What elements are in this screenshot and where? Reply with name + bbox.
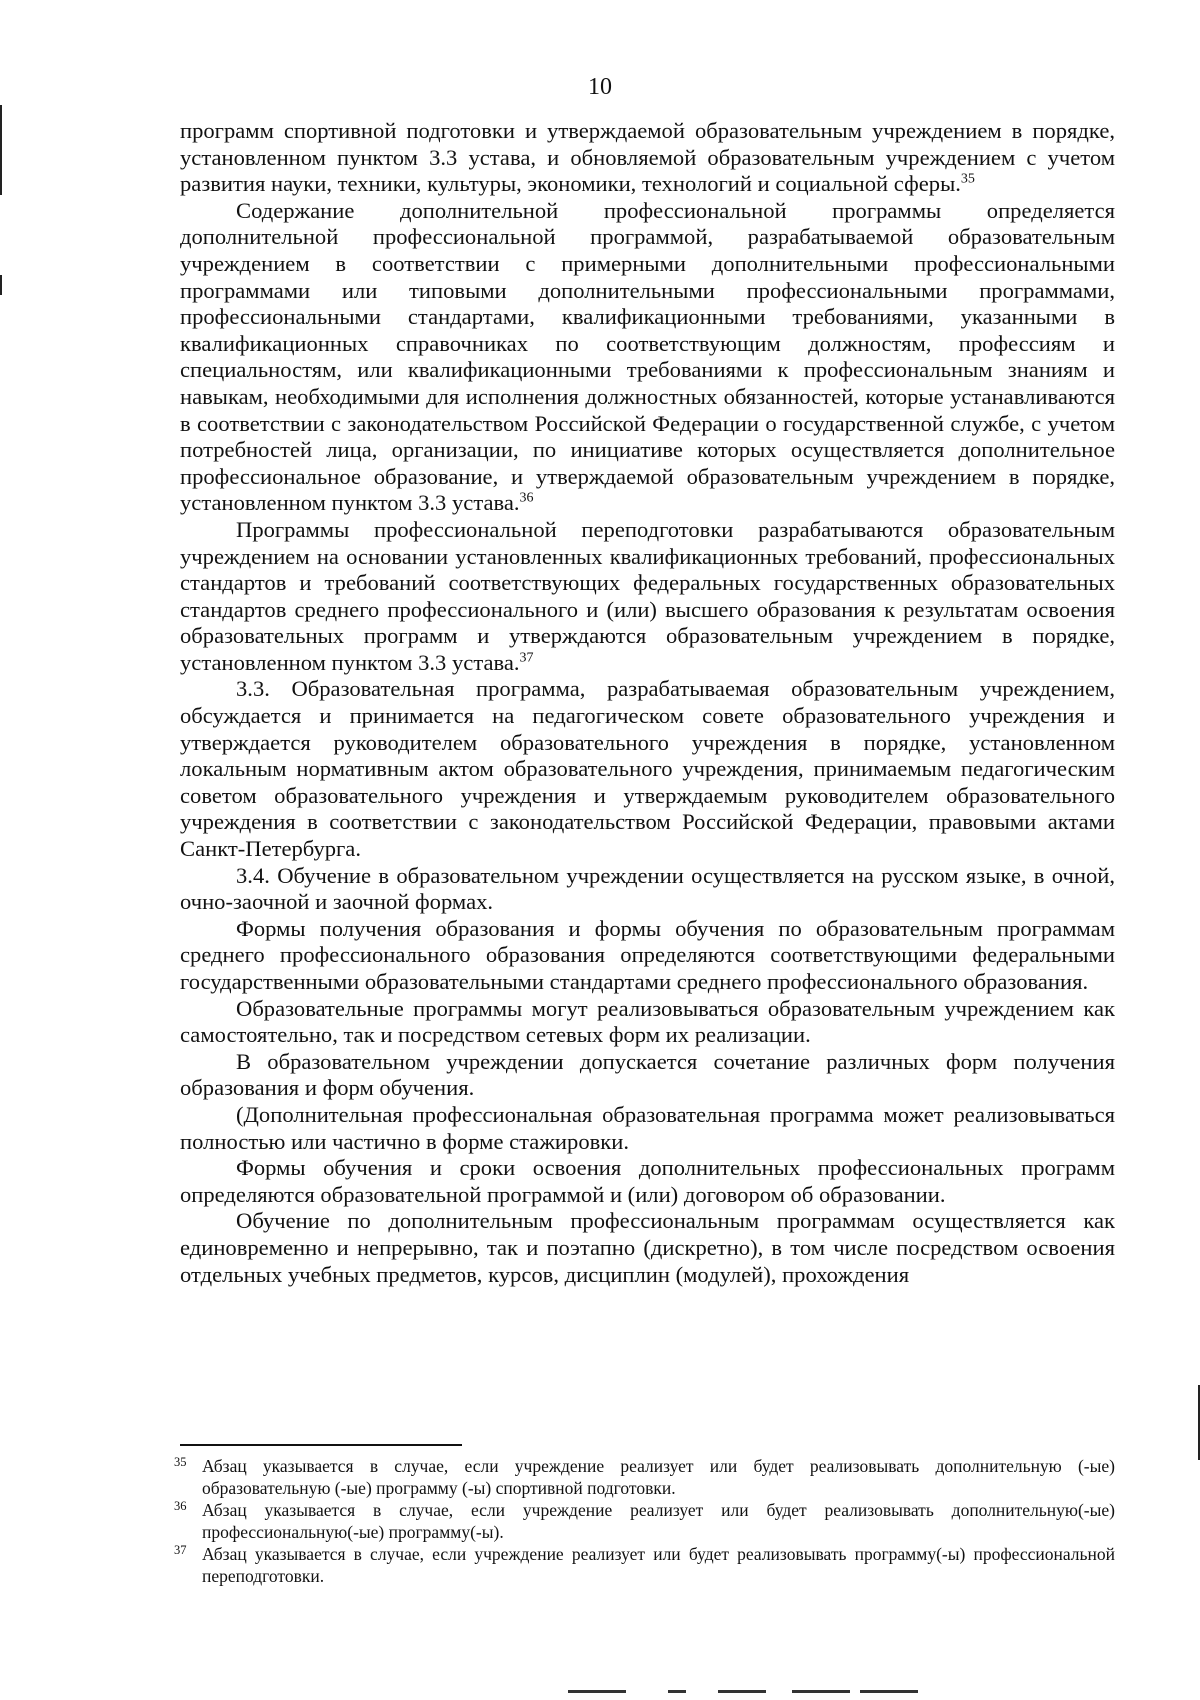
document-body [180,118,1115,1288]
footnote-text: Абзац указывается в случае, если учреждение реализует или будет реализовывать дополнительную(-ые) профессиональную(-ые) программу(-ы). [202,1500,1115,1542]
footnote [170,1544,1115,1587]
paragraph-text: Формы обучения и сроки освоения дополнительных профессиональных программ определяются образовательной программой и (или) договором об образовании. [180,1155,1115,1207]
scan-mark [568,1690,626,1693]
paragraph [180,198,1115,517]
paragraph [180,996,1115,1049]
paragraph [180,916,1115,996]
scan-mark [718,1690,766,1693]
paragraph-text: В образовательном учреждении допускается сочетание различных форм получения образования и форм обучения. [180,1048,1115,1101]
paragraph [180,118,1115,198]
scan-bottom-marks [560,1690,980,1696]
scan-mark [860,1690,918,1693]
paragraph [180,1208,1115,1288]
paragraph-text: Содержание дополнительной профессиональной программы определяется дополнительной профессиональной программой, разрабатываемой образовательным учреждением в соответствии с примерными дополнительными профессиональными программами или типовыми дополнительными профессиональными программами, профессиональными стандартами, квалификационными требованиями, указанными в квалификационных справочниках по соответствующим должностям, профессиям и специальностям, или квалификационными требованиями к профессиональным знаниям и навыкам, необходимыми для исполнения должностных обязанностей, которые устанавливаются в соответствии с законодательством Российской Федерации о государственной службе, с учетом потребностей лица, организации, по инициативе которых осуществляется дополнительное профессиональное образование, и утверждаемой образовательным учреждением в порядке, установленном пунктом 3.3 устава. [180,197,1115,516]
page-number: 10 [588,74,612,100]
footnote-separator [180,1444,462,1446]
footnote-text: Абзац указывается в случае, если учреждение реализует или будет реализовывать дополнительную (-ые) образовательную (-ые) программу (-ы) спортивной подготовки. [202,1456,1115,1498]
paragraph-text: Обучение по дополнительным профессиональным программам осуществляется как единовременно и непрерывно, так и поэтапно (дискретно), в том числе посредством освоения отдельных учебных предметов, курсов, дисциплин (модулей), прохождения [180,1208,1115,1287]
footnote-number: 35 [174,1455,187,1469]
paragraph [180,1049,1115,1102]
paragraph [180,676,1115,862]
footnote-ref: 35 [960,171,975,187]
paragraph-text: Образовательные программы могут реализовываться образовательным учреждением как самостоятельно, так и посредством сетевых форм их реализации. [180,995,1115,1048]
scan-mark [668,1690,686,1693]
footnote [170,1500,1115,1543]
footnote [170,1456,1115,1499]
paragraph [180,517,1115,677]
footnotes [170,1456,1115,1588]
footnote-number: 37 [174,1543,187,1557]
paragraph [180,863,1115,916]
footnote-number: 36 [174,1499,187,1513]
scan-edge-mark [0,275,2,295]
paragraph-text: программ спортивной подготовки и утверждаемой образовательным учреждением в порядке, установленном пунктом 3.3 устава, и обновляемой образовательным учреждением с учетом развития науки, техники, культуры, экономики, технологий и социальной сферы. [180,118,1115,197]
paragraph-text: 3.4. Обучение в образовательном учреждении осуществляется на русском языке, в очной, очно-заочной и заочной формах. [180,862,1115,915]
paragraph [180,1102,1115,1155]
scan-mark [792,1690,850,1693]
paragraph-text: 3.3. Образовательная программа, разрабатываемая образовательным учреждением, обсуждается и принимается на педагогическом совете образовательного учреждения и утверждается руководителем образовательного учреждения в порядке, установленном локальным нормативным актом образовательного учреждения, принимаемым педагогическим советом образовательного учреждения и утверждаемым руководителем образовательного учреждения в соответствии с законодательством Российской Федерации, правовыми актами Санкт-Петербурга. [180,676,1115,862]
paragraph-text: (Дополнительная профессиональная образовательная программа может реализовываться полностью или частично в форме стажировки. [180,1101,1115,1154]
paragraph-text: Программы профессиональной переподготовки разрабатываются образовательным учреждением на основании установленных квалификационных требований, профессиональных стандартов и требований соответствующих федеральных государственных образовательных стандартов среднего профессионального и (или) высшего образования к результатам освоения образовательных программ и утверждаются образовательным учреждением в порядке, установленном пунктом 3.3 устава. [180,516,1115,675]
paragraph [180,1155,1115,1208]
scan-edge-mark [0,105,2,195]
paragraph-text: Формы получения образования и формы обучения по образовательным программам среднего профессионального образования определяются соответствующими федеральными государственными образовательными стандартами среднего профессионального образования. [180,915,1115,994]
footnote-ref: 36 [519,490,534,506]
footnote-ref: 37 [519,650,534,666]
footnote-text: Абзац указывается в случае, если учреждение реализует или будет реализовывать программу(-ы) профессиональной переподготовки. [202,1544,1115,1586]
